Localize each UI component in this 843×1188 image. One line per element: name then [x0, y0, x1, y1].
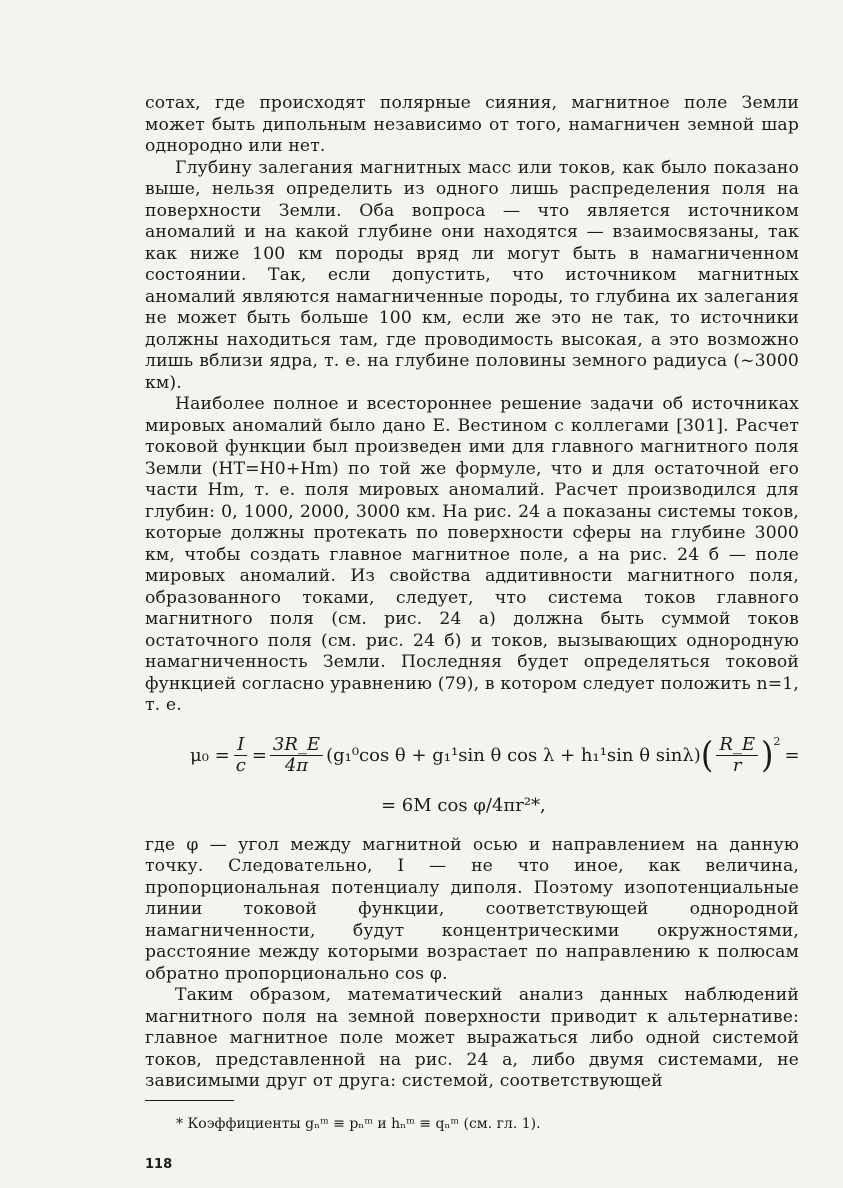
formula-fraction-re-r [716, 735, 758, 776]
formula-left-paren: ( [700, 734, 714, 776]
footnote: * Коэффициенты gₙᵐ ≡ pₙᵐ и hₙᵐ ≡ qₙᵐ (см. гл. 1). [176, 1116, 541, 1132]
formula-paren-denominator: r [732, 754, 742, 776]
formula-power: 2 [773, 734, 781, 748]
page-number: 118 [145, 1157, 173, 1172]
formula-fraction-i-c [233, 735, 249, 776]
formula-line-1 [190, 735, 800, 776]
formula-lhs: μ₀ = [190, 744, 230, 766]
paragraph-5: Таким образом, математический анализ данных наблюдений магнитного поля на земной поверхности приводит к альтернативе: главное магнитное поле может выражаться либо одной системой токов, представленной на рис. 24 а, либо двумя системами, не зависимыми друг от друга: системой, соответствующей [145, 985, 799, 1091]
paragraph-2: Глубину залегания магнитных масс или токов, как было показано выше, нельзя определить из одного лишь распределения поля на поверхности Земли. Оба вопроса — что является источником аномалий и на какой глубине они находятся — взаимосвязаны, так как ниже 100 км породы вряд ли могут быть в намагниченном состоянии. Так, если допустить, что источником магнитных аномалий являются намагниченные породы, то глубина их залегания не может быть больше 100 км, если же это не так, то источники должны находиться там, где проводимость высокая, а это возможно лишь вблизи ядра, т. е. на глубине половины земного радиуса (~3000 км). [145, 157, 799, 393]
formula-paren-numerator: R_E [716, 735, 758, 756]
formula-body: (g₁⁰cos θ + g₁¹sin θ cos λ + h₁¹sin θ sinλ) [326, 744, 701, 766]
formula-line-2: = 6M cos φ/4πr²*, [381, 794, 546, 816]
formula-block [145, 717, 799, 835]
formula-frac2-numerator: 3R_E [270, 735, 323, 756]
formula-frac1-numerator: I [234, 735, 247, 756]
formula-equals: = [251, 744, 267, 766]
paragraph-3: Наиболее полное и всестороннее решение задачи об источниках мировых аномалий было дано Е. Вестином с коллегами [301]. Расчет токовой функции был произведен ими для главного магнитного поля Земли (HT=H0+Hm) по той же формуле, что и для остаточной его части Hm, т. е. поля мировых аномалий. Расчет производился для глубин: 0, 1000, 2000, 3000 км. На рис. 24 а показаны системы токов, которые должны протекать по поверхности сферы на глубине 3000 км, чтобы создать главное магнитное поле, а на рис. 24 б — поле мировых аномалий. Из свойства аддитивности магнитного поля, образованного токами, следует, что система токов главного магнитного поля (см. рис. 24 а) должна быть суммой токов остаточного поля (см. рис. 24 б) и токов, вызывающих однородную намагниченность Земли. Последняя будет определяться токовой функцией согласно уравнению (79), в котором следует положить n=1, т. е. [145, 394, 799, 715]
formula-frac2-denominator: 4π [284, 754, 309, 776]
footnote-rule [145, 1100, 234, 1101]
formula-right-paren: ) [761, 734, 774, 776]
formula-tail: = [784, 744, 800, 766]
paragraph-1: сотах, где происходят полярные сияния, магнитное поле Земли может быть дипольным независимо от того, намагничен земной шар однородно или нет. [145, 93, 799, 156]
paragraph-4: где φ — угол между магнитной осью и направлением на данную точку. Следовательно, I — не что иное, как величина, пропорциональная потенциалу диполя. Поэтому изопотенциальные линии токовой функции, соответствующей однородной намагниченности, будут концентрическими окружностями, расстояние между которыми возрастает по направлению к полюсам обратно пропорционально cos φ. [145, 834, 799, 984]
text-column [145, 93, 799, 1093]
formula-frac1-denominator: c [235, 754, 246, 776]
formula-fraction-3re-4pi [270, 735, 323, 776]
